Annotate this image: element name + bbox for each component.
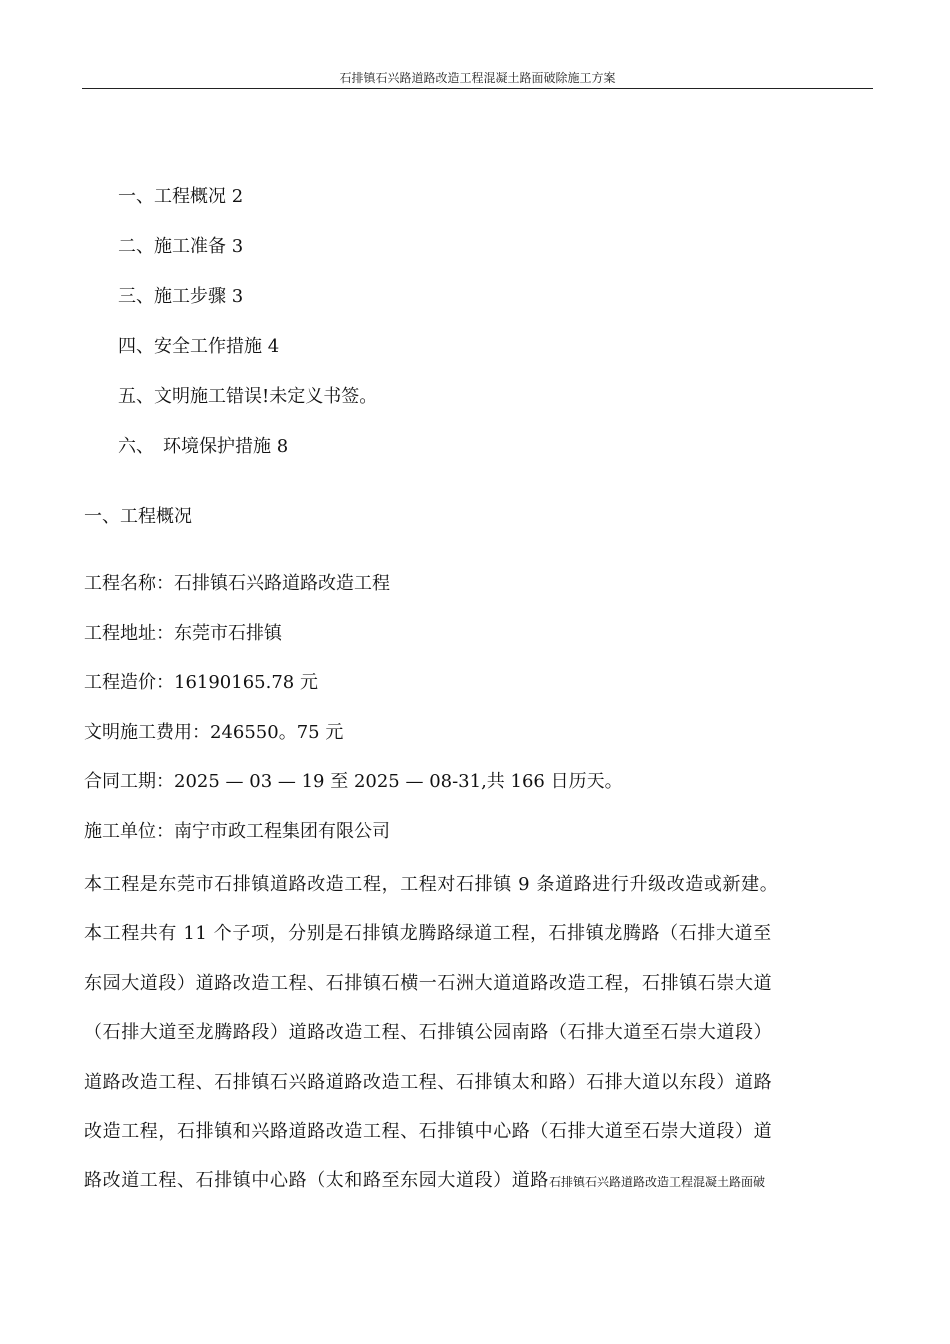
paragraph-line: 道路改造工程、石排镇石兴路道路改造工程、石排镇太和路）石排大道以东段）道路 xyxy=(84,1071,773,1093)
contract-period-row: 合同工期：2025 — 03 — 19 至 2025 — 08-31,共 166 日历天。 xyxy=(84,771,623,792)
paragraph-line-text: 路改道工程、石排镇中心路（太和路至东园大道段）道路 xyxy=(84,1170,549,1192)
paragraph-line-last xyxy=(84,1166,876,1215)
project-address-row: 工程地址：东莞市石排镇 xyxy=(84,622,282,644)
civilized-fee-row: 文明施工费用：246550。75 元 xyxy=(84,721,344,743)
paragraph-line: 本工程是东莞市石排镇道路改造工程，工程对石排镇 9 条道路进行升级改造或新建。 xyxy=(84,874,779,895)
toc-entry-safety[interactable]: 四、安全工作措施 4 xyxy=(118,336,280,357)
project-name-row: 工程名称：石排镇石兴路道路改造工程 xyxy=(84,573,390,594)
toc-entry-environment[interactable]: 六、 环境保护措施 8 xyxy=(118,436,289,457)
project-description xyxy=(84,870,876,1216)
toc-entry-steps[interactable]: 三、施工步骤 3 xyxy=(118,286,244,307)
paragraph-line: 本工程共有 11 个子项，分别是石排镇龙腾路绿道工程，石排镇龙腾路（石排大道至 xyxy=(84,923,772,945)
toc-entry-civilized-construction[interactable]: 五、文明施工错误!未定义书签。 xyxy=(118,386,378,407)
overflow-footer-text: 石排镇石兴路道路改造工程混凝土路面破 xyxy=(549,1175,766,1190)
table-of-contents xyxy=(118,182,377,482)
section-heading-overview: 一、工程概况 xyxy=(84,506,192,527)
paragraph-line: 改造工程，石排镇和兴路道路改造工程、石排镇中心路（石排大道至石崇大道段）道 xyxy=(84,1120,773,1142)
running-header: 石排镇石兴路道路改造工程混凝土路面破除施工方案 xyxy=(82,70,873,89)
project-info-list xyxy=(84,569,623,866)
paragraph-line: （石排大道至龙腾路段）道路改造工程、石排镇公园南路（石排大道至石崇大道段） xyxy=(84,1022,773,1044)
project-cost-row: 工程造价：16190165.78 元 xyxy=(84,672,318,693)
toc-entry-overview[interactable]: 一、工程概况 2 xyxy=(118,186,244,207)
paragraph-line: 东园大道段）道路改造工程、石排镇石横一石洲大道道路改造工程，石排镇石崇大道 xyxy=(84,972,773,994)
toc-entry-preparation[interactable]: 二、施工准备 3 xyxy=(118,236,244,257)
contractor-row: 施工单位：南宁市政工程集团有限公司 xyxy=(84,820,390,842)
